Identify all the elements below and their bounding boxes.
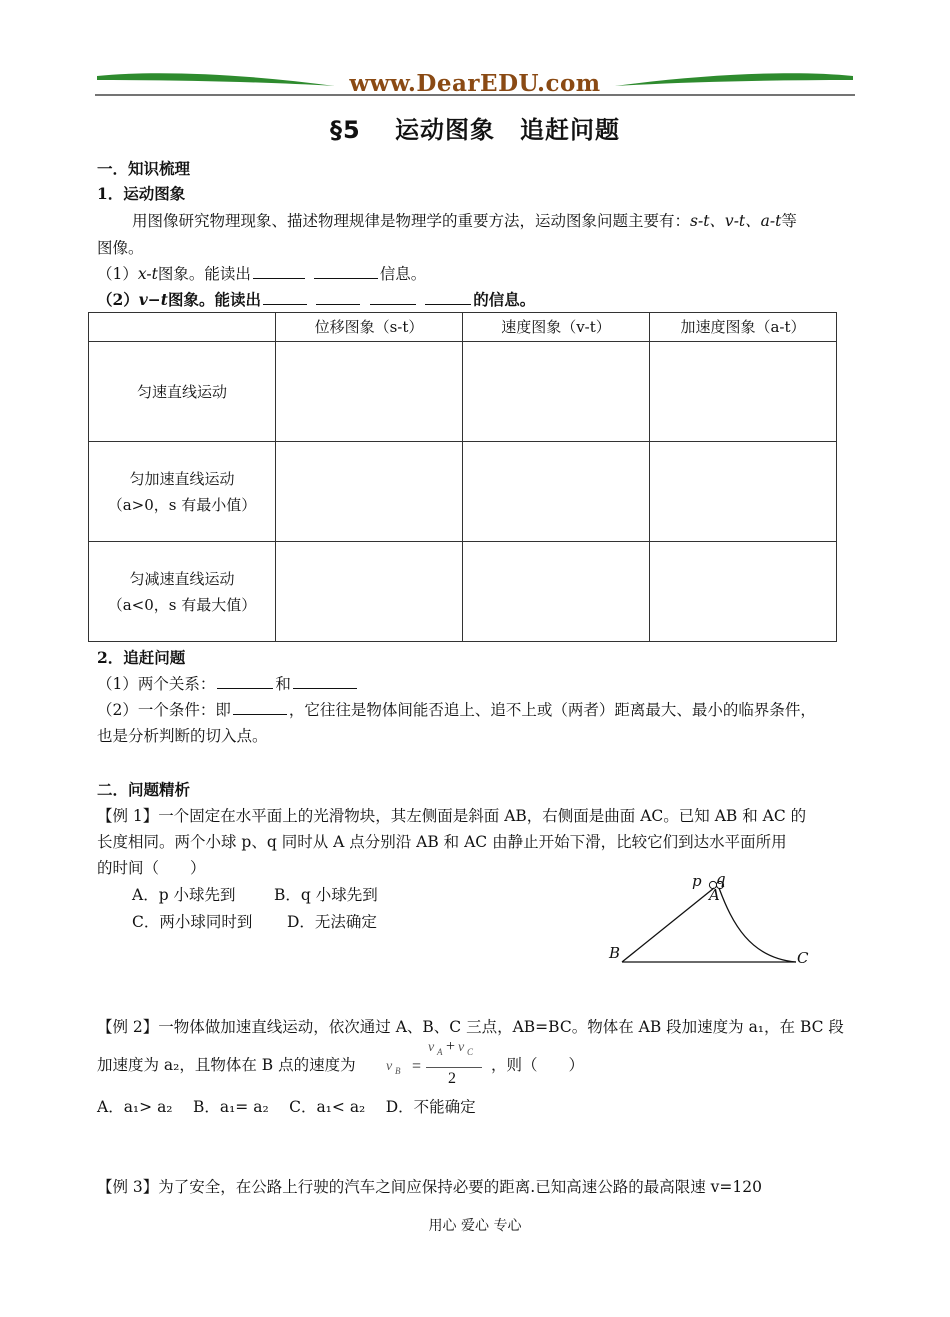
answer-cell[interactable] <box>463 542 650 642</box>
chase-line3: 也是分析判断的切入点。 <box>97 727 268 745</box>
section1-heading: 一．知识梳理 <box>97 159 191 178</box>
ex2-line2-prefix: 加速度为 a₂，且物体在 B 点的速度为 <box>97 1056 356 1074</box>
answer-blank[interactable] <box>293 674 357 689</box>
ex1-option-d[interactable]: D．无法确定 <box>287 913 377 931</box>
item1-line: （1）x-t图象。能读出 信息。 <box>97 265 427 283</box>
ex1-line1: 【例 1】一个固定在水平面上的光滑物块，其左侧面是斜面 AB，右侧面是曲面 AC。已知 AB 和 AC 的 <box>97 807 807 825</box>
row-label: 匀速直线运动 <box>89 342 276 442</box>
curve-ac <box>719 888 796 962</box>
motion-graph-table <box>88 312 837 642</box>
answer-blank[interactable] <box>314 264 378 279</box>
table-row <box>89 542 837 642</box>
answer-blank[interactable] <box>253 264 305 279</box>
answer-blank[interactable] <box>370 290 416 305</box>
item2-line: （2）v−t图象。能读出 的信息。 <box>97 290 536 309</box>
slope-ab <box>622 888 714 962</box>
ex2-options[interactable]: A．a₁> a₂ B．a₁= a₂ C．a₁< a₂ D．不能确定 <box>97 1098 476 1116</box>
label-b: B <box>609 944 621 962</box>
ex1-line3: 的时间（ ） <box>97 859 206 877</box>
answer-cell[interactable] <box>650 342 837 442</box>
answer-cell[interactable] <box>276 342 463 442</box>
sub2-heading: 2．追赶问题 <box>97 648 186 667</box>
answer-cell[interactable] <box>276 542 463 642</box>
row-label: 匀加速直线运动 （a>0，s 有最小值） <box>89 442 276 542</box>
ex1-option-a[interactable]: A．p 小球先到 <box>132 886 236 904</box>
ex1-figure <box>600 868 820 972</box>
site-logo-text[interactable]: www.DearEDU.com <box>349 70 601 97</box>
label-c: C <box>797 949 809 967</box>
intro-line2: 图像。 <box>97 239 144 257</box>
page-footer: 用心 爱心 专心 <box>428 1218 522 1234</box>
ex1-option-b[interactable]: B．q 小球先到 <box>274 886 378 904</box>
ex2-line2-suffix: ，则（ ） <box>491 1056 585 1074</box>
section2-heading: 二．问题精析 <box>97 780 191 799</box>
velocity-formula: v B = v A + v C 2 <box>386 1044 506 1092</box>
chase-line2: （2）一个条件：即 ，它往往是物体间能否追上、追不上或（两者）距离最大、最小的临界条件， <box>97 701 816 719</box>
answer-cell[interactable] <box>650 442 837 542</box>
table-row <box>89 442 837 542</box>
table-header-cell <box>89 313 276 342</box>
answer-blank[interactable] <box>263 290 307 305</box>
table-header-cell: 加速度图象（a-t） <box>650 313 837 342</box>
label-q: q <box>716 870 726 888</box>
answer-cell[interactable] <box>463 342 650 442</box>
table-header-cell: 位移图象（s-t） <box>276 313 463 342</box>
answer-cell[interactable] <box>276 442 463 542</box>
ex3-line1: 【例 3】为了安全，在公路上行驶的汽车之间应保持必要的距离.已知高速公路的最高限速 v=120 <box>97 1178 762 1196</box>
chase-line1: （1）两个关系： 和 <box>97 672 359 694</box>
table-header-cell: 速度图象（v-t） <box>463 313 650 342</box>
answer-blank[interactable] <box>316 290 360 305</box>
answer-blank[interactable] <box>233 700 287 715</box>
sub1-heading: 1．运动图象 <box>97 184 186 203</box>
answer-blank[interactable] <box>425 290 471 305</box>
answer-blank[interactable] <box>217 674 273 689</box>
label-a: A <box>709 886 720 904</box>
answer-cell[interactable] <box>463 442 650 542</box>
fraction-bar <box>426 1067 482 1068</box>
ex2-line1: 【例 2】一物体做加速直线运动，依次通过 A、B、C 三点，AB=BC。物体在 AB 段加速度为 a₁，在 BC 段 <box>97 1018 844 1036</box>
label-p: p <box>692 872 702 890</box>
ex1-line2: 长度相同。两个小球 p、q 同时从 A 点分别沿 AB 和 AC 由静止开始下滑，比较它们到达水平面所用 <box>97 833 787 851</box>
intro-line1: 用图像研究物理现象、描述物理规律是物理学的重要方法，运动图象问题主要有：s-t、v-t、a-t等 <box>132 212 797 230</box>
row-label: 匀减速直线运动 （a<0，s 有最大值） <box>89 542 276 642</box>
table-header-row <box>89 313 837 342</box>
ex1-option-c[interactable]: C．两小球同时到 <box>132 913 253 931</box>
table-row <box>89 342 837 442</box>
answer-cell[interactable] <box>650 542 837 642</box>
page-title: §5 运动图象 追赶问题 <box>329 116 621 144</box>
